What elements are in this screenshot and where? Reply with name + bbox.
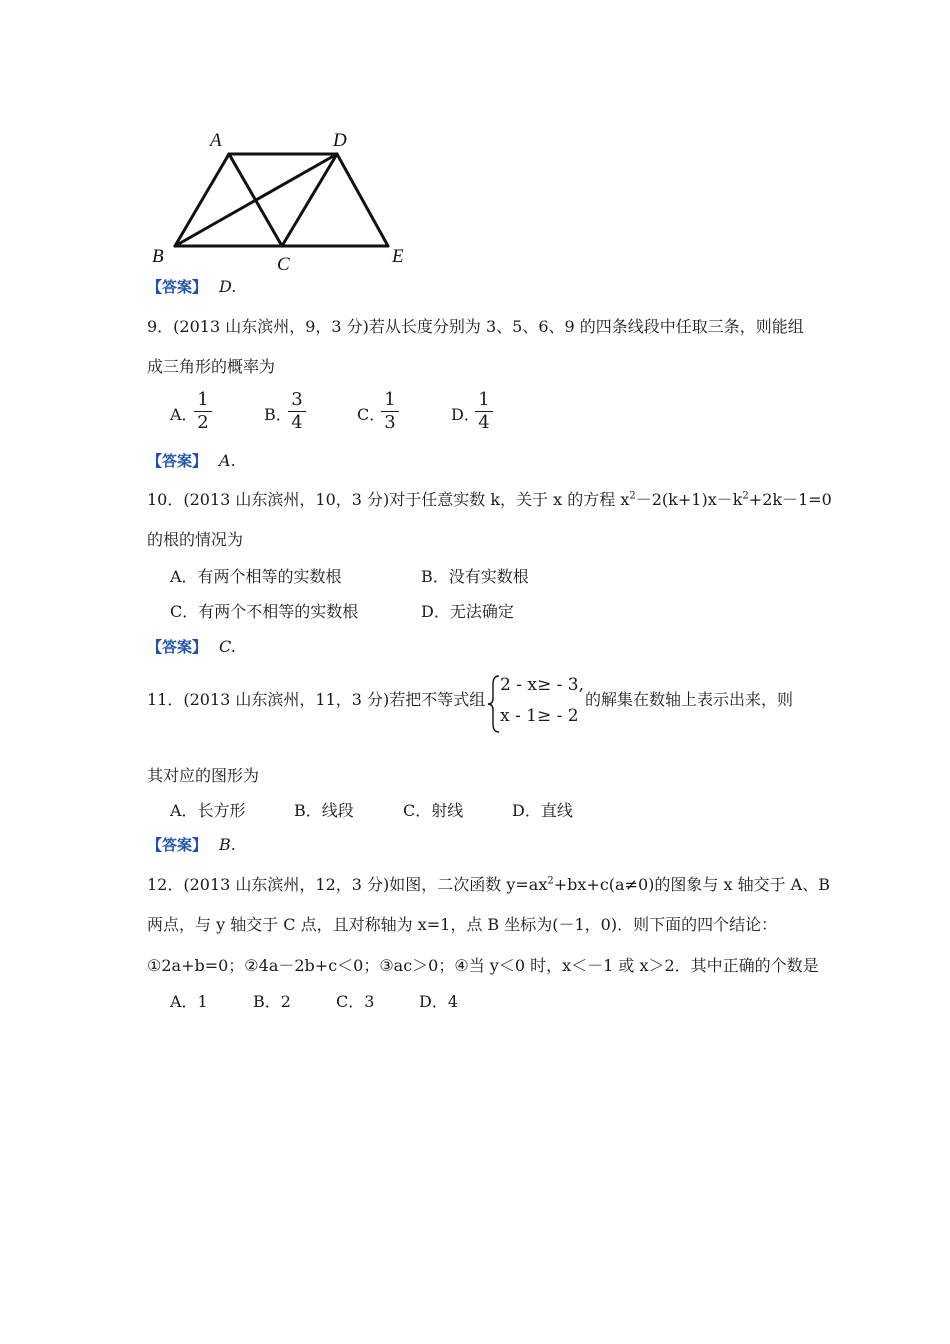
q9-line2: 成三角形的概率为 (147, 357, 276, 376)
q9-option-d-fraction: 1 4 (473, 389, 495, 434)
q12-option-d: D．4 (419, 992, 459, 1011)
q10-option-b: B．没有实数根 (421, 567, 529, 586)
segment-DE (337, 154, 388, 246)
q12-line2: 两点，与 y 轴交于 C 点，且对称轴为 x=1，点 B 坐标为(－1，0)．则下面的四个结论： (147, 915, 778, 934)
answer-label: 【答案】 (147, 836, 208, 854)
label-C: C (277, 254, 290, 275)
label-B: B (152, 246, 164, 267)
q9-line1: 9．(2013 山东滨州，9，3 分)若从长度分别为 3、5、6、9 的四条线段中任取三条，则能组 (147, 317, 804, 336)
q11-option-a: A．长方形 (170, 801, 246, 820)
q10-line1: 10．(2013 山东滨州，10，3 分)对于任意实数 k，关于 x 的方程 $x^2-2(k+1)x-k^2+2k-1=0$ (147, 490, 832, 509)
q12-option-a: A．1 (170, 992, 208, 1011)
q9-option-a-fraction: 1 2 (192, 389, 214, 434)
label-D: D (333, 130, 347, 151)
answer-label: 【答案】 (147, 638, 208, 656)
q11-line2: 其对应的图形为 (147, 766, 260, 785)
q11-option-b: B．线段 (294, 801, 354, 820)
q12-line1: 12．(2013 山东滨州，12，3 分)如图，二次函数 $y=ax^2+bx+c(a\ne 0)$的图象与 x 轴交于 A、B (147, 875, 830, 894)
label-A: A (210, 130, 222, 151)
q10-answer-row (147, 636, 236, 657)
q11-line1-post: 的解集在数轴上表示出来，则 (585, 690, 794, 709)
segment-DC (282, 154, 337, 246)
q12-line3: ①2a+b=0；②4a－2b+c＜0；③ac＞0；④当 y＜0 时，x＜－1 或 x＞2．其中正确的个数是 (147, 956, 819, 975)
q9-option-b-letter: B． (264, 405, 292, 424)
q12-option-b: B．2 (253, 992, 291, 1011)
q10-option-c: C．有两个不相等的实数根 (170, 602, 359, 621)
q11-inequality-2: x - 1≥ - 2 (500, 706, 579, 726)
answer-label: 【答案】 (147, 278, 208, 296)
q11-answer-row (147, 834, 236, 855)
q9-answer: A. (219, 451, 236, 470)
system-brace (487, 674, 501, 734)
q11-option-d: D．直线 (512, 801, 573, 820)
q9-option-c-letter: C． (357, 405, 386, 424)
q11-answer: B. (219, 835, 236, 854)
q11-line1-pre: 11．(2013 山东滨州，11，3 分)若把不等式组 (147, 690, 486, 709)
q9-option-c-fraction: 1 3 (379, 389, 401, 434)
segment-BD (175, 154, 337, 246)
parallelogram-figure (140, 120, 430, 280)
label-E: E (392, 246, 404, 267)
answer-label: 【答案】 (147, 452, 208, 470)
q11-inequality-1: 2 - x≥ - 3, (500, 675, 584, 695)
q11-option-c: C．射线 (403, 801, 464, 820)
q10-answer: C. (219, 637, 236, 656)
q10-line2: 的根的情况为 (147, 530, 244, 549)
q9-option-b-fraction: 3 4 (286, 389, 308, 434)
q12-option-c: C．3 (336, 992, 375, 1011)
q8-answer-row (147, 276, 236, 297)
q10-option-d: D．无法确定 (421, 602, 514, 621)
q10-option-a: A．有两个相等的实数根 (170, 567, 342, 586)
q9-option-d-letter: D． (451, 405, 480, 424)
q9-answer-row (147, 450, 236, 471)
q9-option-a-letter: A． (170, 405, 198, 424)
q8-answer: D. (219, 277, 237, 296)
